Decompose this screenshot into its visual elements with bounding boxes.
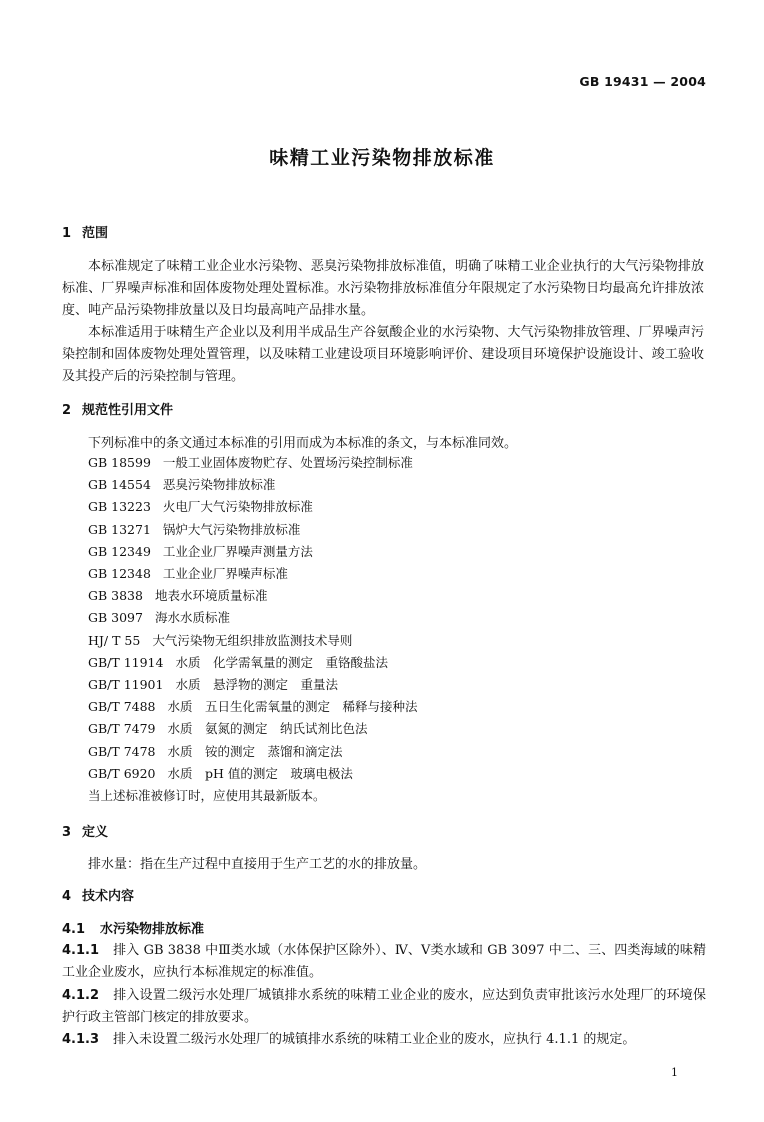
reference-item (88, 763, 418, 785)
clause-4-1-1 (62, 940, 706, 984)
reference-code: GB 12348 (88, 566, 151, 582)
reference-title: 水质 铵的测定 蒸馏和滴定法 (167, 743, 343, 759)
subsection-4-1-heading (62, 918, 204, 937)
reference-title: 水质 悬浮物的测定 重量法 (175, 677, 338, 693)
reference-code: GB 13223 (88, 499, 151, 515)
section-2-heading (62, 399, 173, 418)
clause-text: 排入 GB 3838 中Ⅲ类水域（水体保护区除外）、Ⅳ、Ⅴ类水域和 GB 3097 中二、三、四类海域的味精工业企业废水，应执行本标准规定的标准值。 (62, 943, 706, 980)
document-title: 味精工业污染物排放标准 (269, 147, 495, 169)
reference-title: 水质 五日生化需氧量的测定 稀释与接种法 (167, 699, 418, 715)
section-1-heading (62, 222, 108, 241)
reference-item (88, 474, 418, 496)
section-title: 规范性引用文件 (82, 403, 174, 418)
section-number: 4 (62, 889, 72, 904)
clause-number: 4.1.1 (62, 943, 100, 958)
reference-code: GB 12349 (88, 543, 151, 559)
definition-text: 排水量：指在生产过程中直接用于生产工艺的水的排放量。 (88, 857, 427, 872)
reference-code: GB 18599 (88, 455, 151, 470)
reference-item (88, 652, 418, 674)
reference-item (88, 696, 418, 718)
clause-number: 4.1.2 (62, 988, 100, 1003)
scope-paragraph-1: 本标准规定了味精工业企业水污染物、恶臭污染物排放标准值，明确了味精工业企业执行的大气污染物排放标准、厂界噪声标准和固体废物处理处置标准。水污染物排放标准值分年限规定了水污染物日均最高允许排放浓度、吨产品污染物排放量以及日均最高吨产品排水量。 (62, 259, 704, 318)
section-title: 范围 (82, 226, 109, 241)
clause-number: 4.1.3 (62, 1032, 100, 1047)
standard-number: GB 19431 — 2004 (579, 74, 706, 89)
section-number: 3 (62, 825, 72, 840)
reference-item (88, 541, 418, 563)
reference-code: GB/T 7488 (88, 699, 156, 715)
reference-title: 锅炉大气污染物排放标准 (162, 521, 301, 537)
section-title: 技术内容 (82, 889, 135, 904)
subsection-number: 4.1 (62, 922, 86, 937)
reference-item (88, 607, 418, 629)
reference-code: GB/T 6920 (88, 765, 156, 781)
section-number: 1 (62, 226, 72, 241)
reference-item (88, 519, 418, 541)
reference-title: 水质 氨氮的测定 纳氏试剂比色法 (167, 721, 368, 737)
reference-code: GB 14554 (88, 477, 151, 493)
reference-code: GB/T 7478 (88, 743, 156, 759)
clause-text: 排入未设置二级污水处理厂的城镇排水系统的味精工业企业的废水，应执行 4.1.1 的规定。 (113, 1032, 636, 1047)
reference-item (88, 496, 418, 518)
reference-item (88, 452, 418, 474)
reference-code: HJ/ T 55 (88, 632, 141, 648)
reference-title: 工业企业厂界噪声测量方法 (162, 543, 313, 559)
reference-item (88, 718, 418, 740)
scope-paragraph-2: 本标准适用于味精生产企业以及利用半成品生产谷氨酸企业的水污染物、大气污染物排放管理、厂界噪声污染控制和固体废物处理处置管理，以及味精工业建设项目环境影响评价、建设项目环境保护设施设计、竣工验收及其投产后的污染控制与管理。 (62, 325, 704, 384)
clause-text: 排入设置二级污水处理厂城镇排水系统的味精工业企业的废水，应达到负责审批该污水处理厂的环境保护行政主管部门核定的排放要求。 (62, 988, 706, 1025)
reference-title: 海水水质标准 (154, 610, 230, 626)
reference-code: GB/T 7479 (88, 721, 156, 737)
section-4-heading (62, 885, 134, 904)
references-intro: 下列标准中的条文通过本标准的引用而成为本标准的条文，与本标准同效。 (88, 436, 518, 451)
reference-item (88, 585, 418, 607)
reference-item (88, 741, 418, 763)
clause-4-1-3 (62, 1029, 706, 1051)
reference-item (88, 563, 418, 585)
reference-title: 水质 pH 值的测定 玻璃电极法 (167, 765, 353, 781)
reference-code: GB 3838 (88, 588, 143, 604)
section-3-heading (62, 821, 108, 840)
reference-title: 水质 化学需氧量的测定 重铬酸盐法 (175, 654, 388, 670)
reference-title: 一般工业固体废物贮存、处置场污染控制标准 (162, 455, 413, 470)
reference-code: GB/T 11914 (88, 654, 164, 670)
reference-code: GB 3097 (88, 610, 143, 626)
reference-code: GB/T 11901 (88, 677, 164, 693)
reference-item (88, 630, 418, 652)
reference-title: 地表水环境质量标准 (154, 588, 268, 604)
references-outro: 当上述标准被修订时，应使用其最新版本。 (88, 788, 326, 804)
reference-title: 工业企业厂界噪声标准 (162, 566, 288, 582)
page-number: 1 (671, 1066, 678, 1079)
subsection-title: 水污染物排放标准 (100, 922, 205, 937)
reference-code: GB 13271 (88, 521, 151, 537)
section-number: 2 (62, 403, 72, 418)
clause-4-1-2 (62, 985, 706, 1029)
reference-title: 火电厂大气污染物排放标准 (162, 499, 313, 515)
reference-item (88, 674, 418, 696)
reference-title: 大气污染物无组织排放监测技术导则 (152, 632, 353, 648)
section-title: 定义 (82, 825, 109, 840)
reference-title: 恶臭污染物排放标准 (162, 477, 276, 493)
reference-list (88, 452, 418, 807)
